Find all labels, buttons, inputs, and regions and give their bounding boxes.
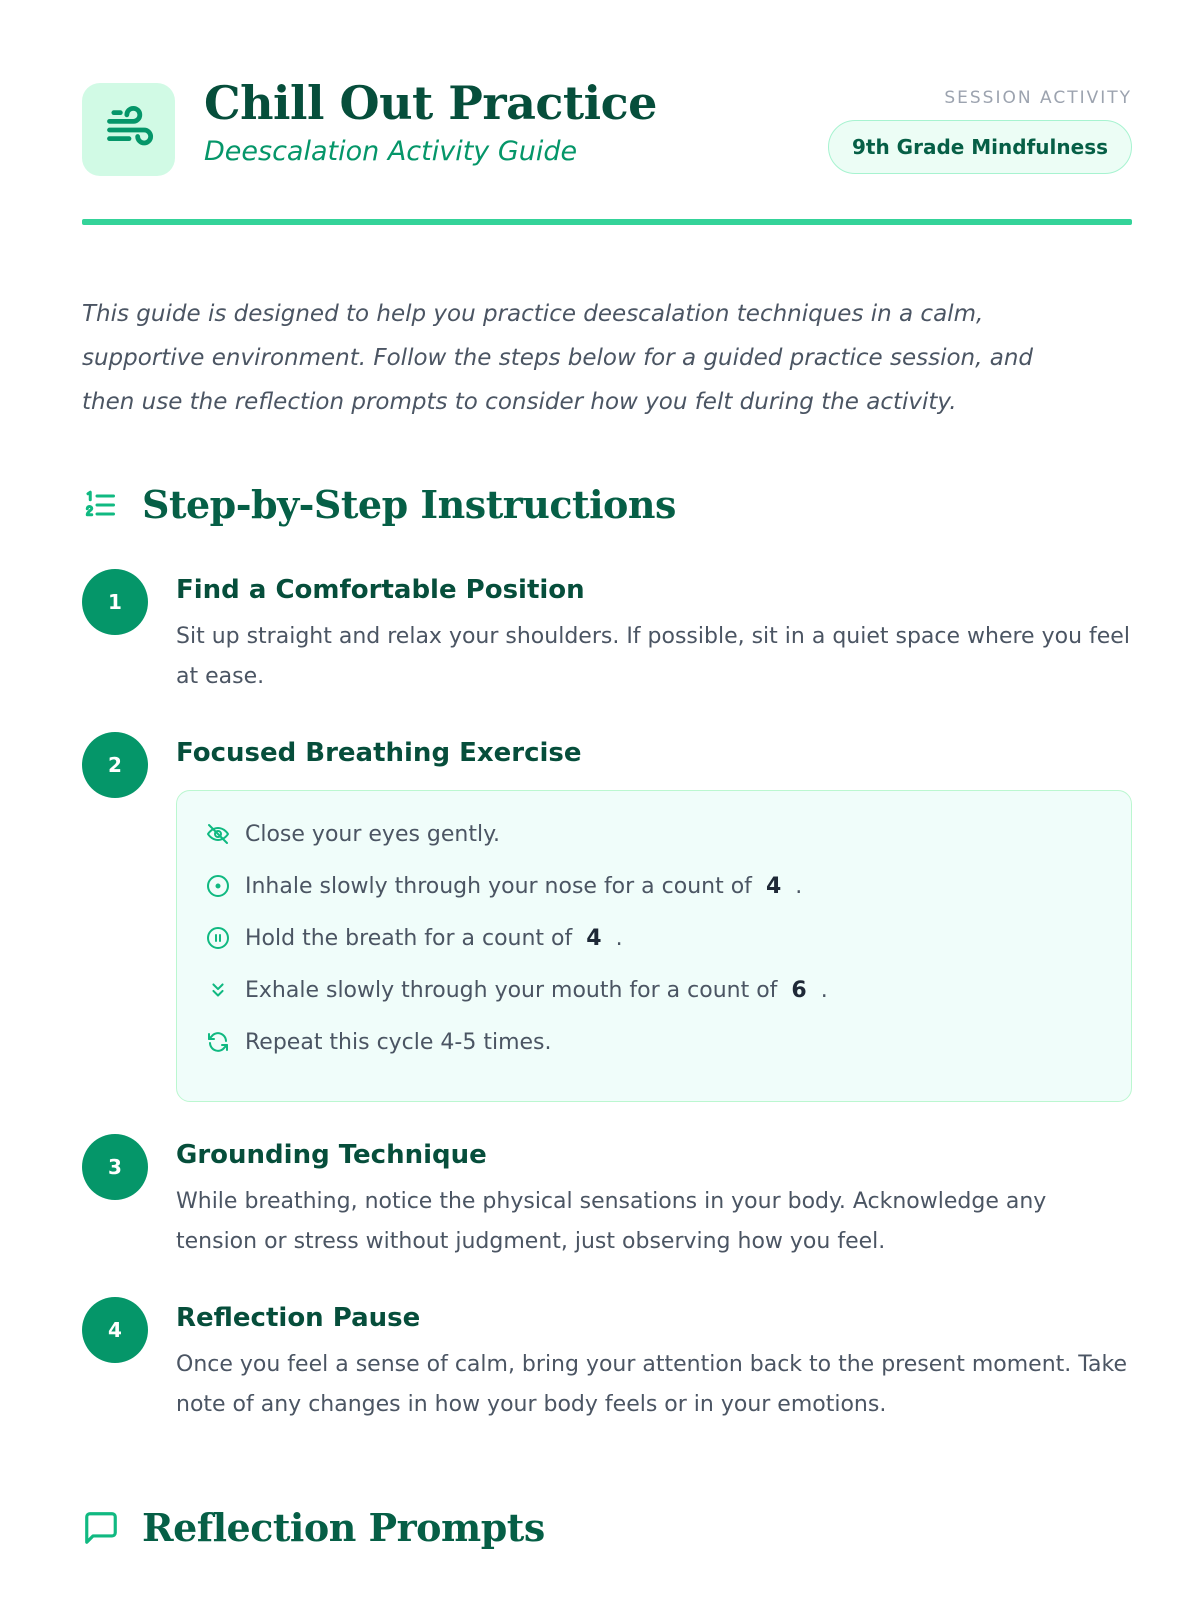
step-number: 1	[82, 569, 148, 635]
refresh-icon	[205, 1029, 231, 1055]
header	[82, 0, 1132, 226]
message-square-icon	[82, 1509, 120, 1547]
wind-icon	[103, 104, 155, 156]
step-description: Sit up straight and relax your shoulders. If possible, sit in a quiet space where you feel at ease.	[176, 624, 1130, 689]
breathing-step: Inhale slowly through your nose for a count of 4 .	[205, 873, 802, 899]
breathing-step: Repeat this cycle 4-5 times.	[205, 1029, 552, 1055]
logo	[82, 83, 175, 176]
breathing-step: Close your eyes gently.	[205, 821, 500, 847]
page-title: Chill Out Practice	[204, 76, 657, 130]
breathing-steps-box	[176, 790, 1132, 1102]
step-number: 4	[82, 1297, 148, 1363]
step-number: 3	[82, 1134, 148, 1200]
instructions-heading	[82, 482, 676, 527]
session-badge: 9th Grade Mindfulness	[828, 120, 1132, 174]
section-title: Reflection Prompts	[142, 1505, 545, 1550]
step-title: Reflection Pause	[176, 1303, 421, 1333]
step-number: 2	[82, 732, 148, 798]
circle-dot-icon	[205, 873, 231, 899]
page-subtitle: Deescalation Activity Guide	[204, 136, 578, 167]
chevrons-down-icon	[205, 977, 231, 1003]
breathing-step: Exhale slowly through your mouth for a count of 6 .	[205, 977, 828, 1003]
count-value: 4	[765, 873, 782, 899]
header-divider	[82, 219, 1132, 225]
step-title: Find a Comfortable Position	[176, 575, 585, 605]
step-title: Focused Breathing Exercise	[176, 738, 582, 768]
numbered-list-icon	[82, 486, 120, 524]
section-title: Step-by-Step Instructions	[142, 482, 676, 527]
reflection-heading	[82, 1505, 545, 1550]
breathing-step: Hold the breath for a count of 4 .	[205, 925, 623, 951]
count-value: 6	[791, 977, 807, 1003]
activity-guide	[82, 0, 1132, 1550]
step-title: Grounding Technique	[176, 1140, 487, 1170]
eye-off-icon	[205, 821, 231, 847]
step-description: While breathing, notice the physical sensations in your body. Acknowledge any tension or stress without judgment, just observing how you feel.	[176, 1189, 1047, 1254]
session-label: SESSION ACTIVITY	[944, 88, 1132, 108]
intro-paragraph: This guide is designed to help you practice deescalation techniques in a calm, supportive environment. Follow the steps below for a guided practice session, and then use the reflection prompts to consider how you felt during the activity.	[82, 301, 1033, 415]
step-description: Once you feel a sense of calm, bring your attention back to the present moment. Take note of any changes in how your body feels or in your emotions.	[176, 1352, 1128, 1417]
count-value: 4	[586, 925, 602, 951]
pause-circle-icon	[205, 925, 231, 951]
